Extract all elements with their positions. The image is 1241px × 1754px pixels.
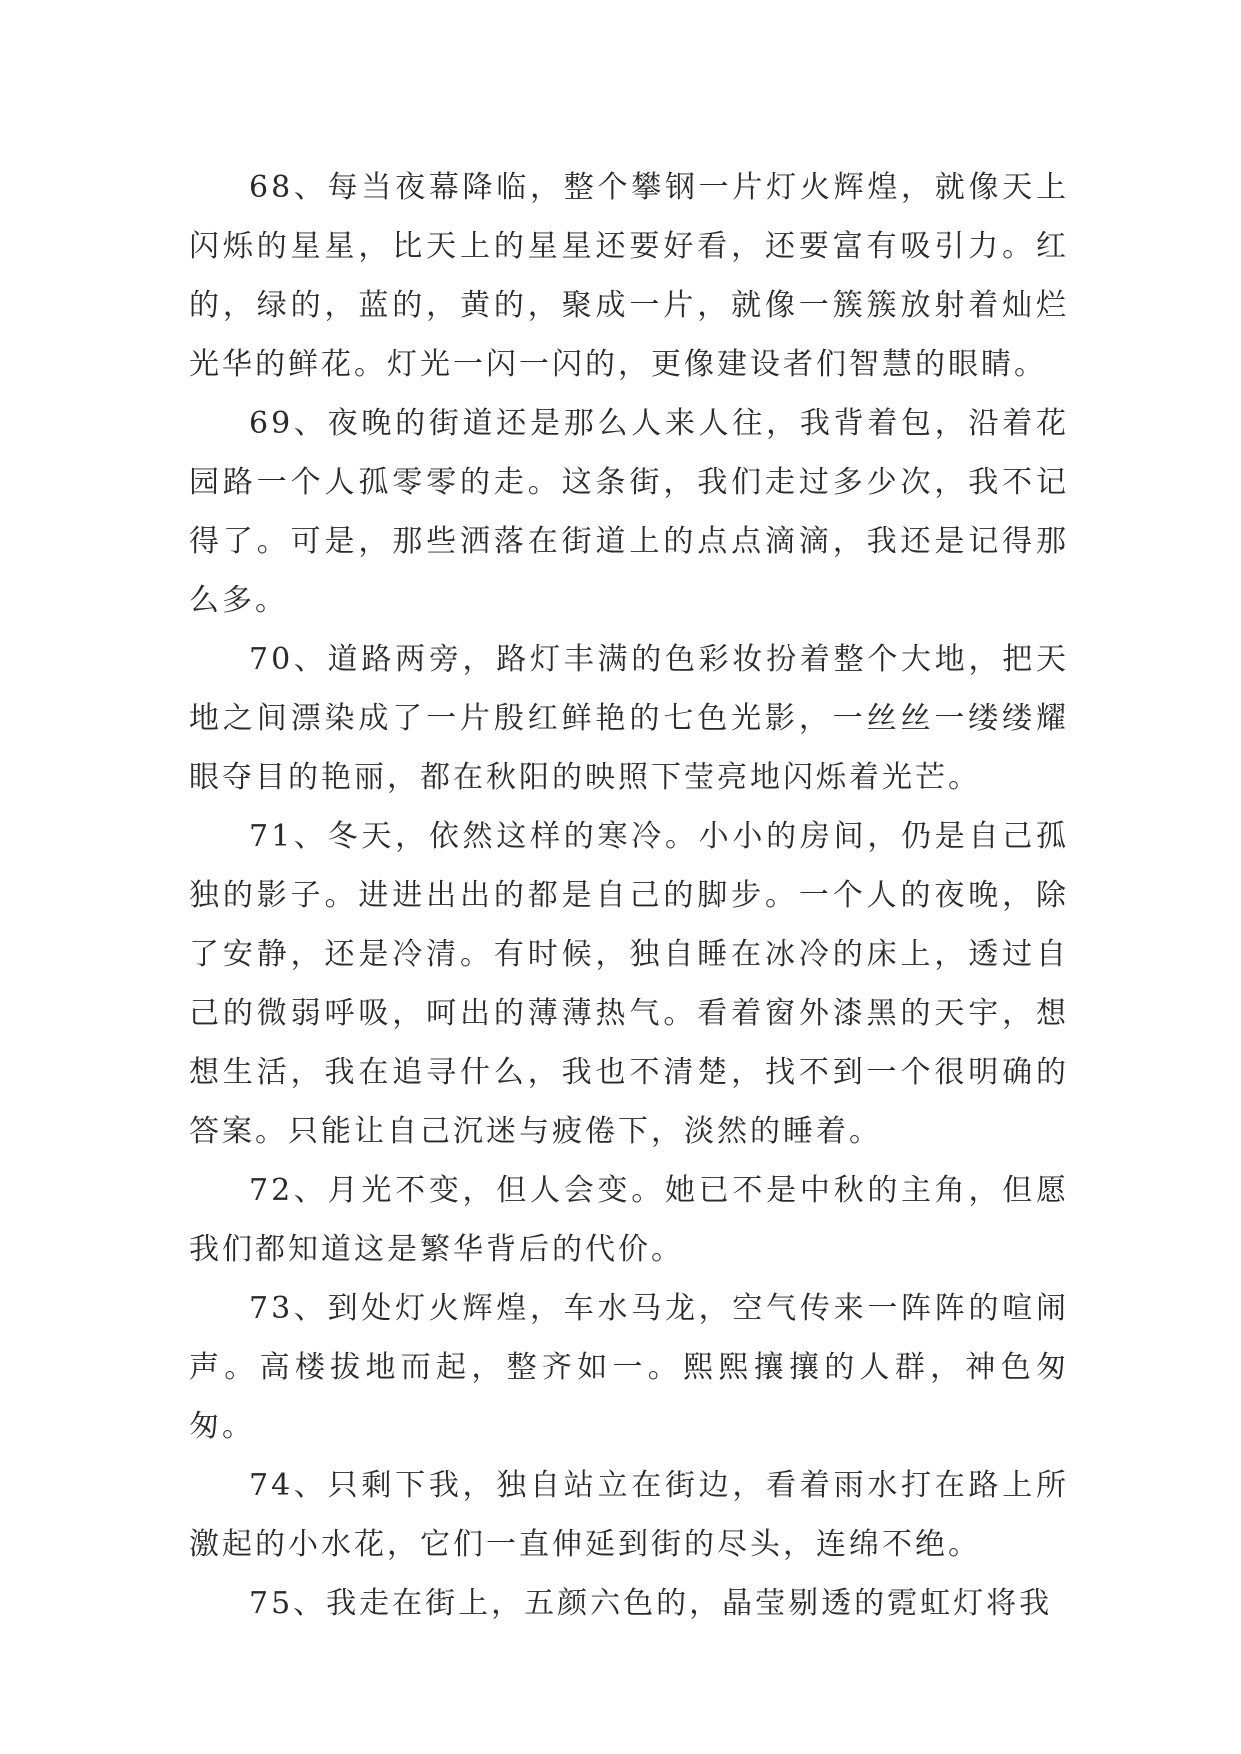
paragraph-73: 73、到处灯火辉煌，车水马龙，空气传来一阵阵的喧闹声。高楼拔地而起，整齐如一。熙熙攘攘的人群，神色匆匆。: [189, 1291, 1069, 1444]
paragraph-69: 69、夜晚的街道还是那么人来人往，我背着包，沿着花园路一个人孤零零的走。这条街，我们走过多少次，我不记得了。可是，那些洒落在街道上的点点滴滴，我还是记得那么多。: [189, 406, 1069, 618]
paragraph-75: 75、我走在街上，五颜六色的，晶莹剔透的霓虹灯将我: [249, 1586, 1053, 1621]
paragraph-74: 74、只剩下我，独自站立在街边，看着雨水打在路上所激起的小水花，它们一直伸延到街的尽头，连绵不绝。: [189, 1468, 1069, 1562]
paragraph-71: 71、冬天，依然这样的寒冷。小小的房间，仍是自己孤独的影子。进进出出的都是自己的脚步。一个人的夜晚，除了安静，还是冷清。有时候，独自睡在冰冷的床上，透过自己的微弱呼吸，呵出的薄薄热气。看着窗外漆黑的天宇，想想生活，我在追寻什么，我也不清楚，找不到一个很明确的答案。只能让自己沉迷与疲倦下，淡然的睡着。: [189, 819, 1069, 1149]
body-text: [189, 158, 1069, 1633]
paragraph-68: 68、每当夜幕降临，整个攀钢一片灯火辉煌，就像天上闪烁的星星，比天上的星星还要好看，还要富有吸引力。红的，绿的，蓝的，黄的，聚成一片，就像一簇簇放射着灿烂光华的鲜花。灯光一闪一闪的，更像建设者们智慧的眼睛。: [189, 170, 1069, 382]
paragraph-72: 72、月光不变，但人会变。她已不是中秋的主角，但愿我们都知道这是繁华背后的代价。: [189, 1173, 1069, 1267]
paragraph-70: 70、道路两旁，路灯丰满的色彩妆扮着整个大地，把天地之间漂染成了一片殷红鲜艳的七色光影，一丝丝一缕缕耀眼夺目的艳丽，都在秋阳的映照下莹亮地闪烁着光芒。: [189, 642, 1069, 795]
